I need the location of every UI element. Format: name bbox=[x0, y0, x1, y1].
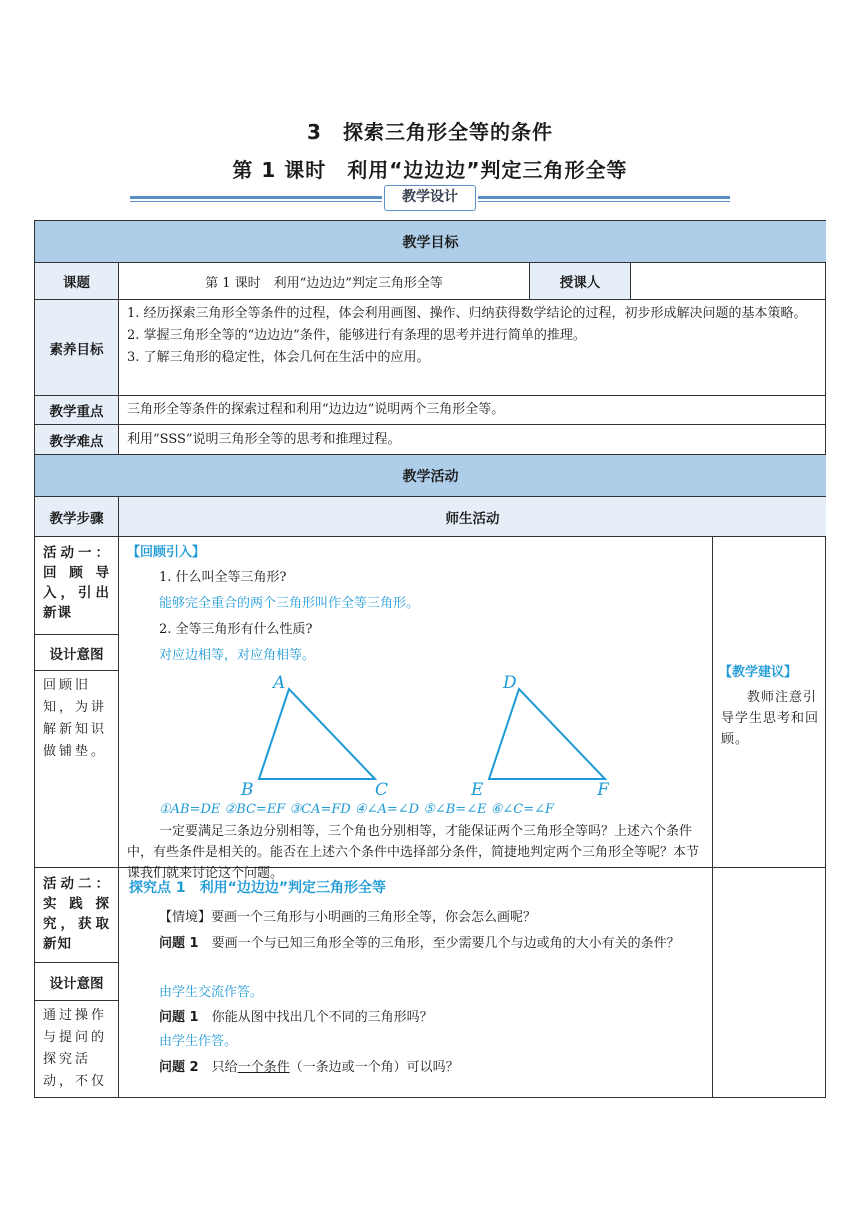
suggestion-text: 教师注意引导学生思考和回顾。 bbox=[721, 690, 820, 747]
literacy-item: 2. 掌握三角形全等的“边边边”条件，能够进行有条理的思考并进行简单的推理。 bbox=[127, 328, 586, 343]
vertex-a-label: A bbox=[273, 673, 286, 693]
review-tag: 【回顾引入】 bbox=[127, 545, 206, 560]
problem-2-pre: 只给 bbox=[211, 1060, 238, 1075]
activity-column-header: 师生活动 bbox=[119, 497, 826, 537]
problem-2-label: 问题 2 bbox=[159, 1060, 199, 1075]
difficulty-value: 利用“SSS”说明三角形全等的思考和推理过程。 bbox=[119, 425, 826, 455]
problem-1-answer: 由学生交流作答。 bbox=[159, 985, 264, 1000]
page-title: 3 探索三角形全等的条件 bbox=[307, 120, 553, 144]
activity1-content bbox=[119, 537, 713, 881]
lesson-plan-table bbox=[34, 220, 826, 1098]
teaching-design-badge: 教学设计 bbox=[384, 185, 476, 211]
activity2-step: 活动二：实践探究，获取新知 bbox=[35, 868, 119, 963]
activity2-content bbox=[119, 868, 713, 1098]
problem-1-text: 要画一个与已知三角形全等的三角形，至少需要几个与边或角的大小有关的条件？ bbox=[211, 936, 680, 951]
problem-1 bbox=[127, 933, 707, 954]
inquiry-title: 探究点 1 利用“边边边”判定三角形全等 bbox=[129, 880, 387, 896]
topic-label: 课题 bbox=[35, 263, 119, 300]
question-2: 2. 全等三角形有什么性质? bbox=[159, 622, 313, 637]
key-label: 教学重点 bbox=[35, 396, 119, 425]
problem-2 bbox=[159, 1057, 459, 1078]
activity1-suggestion bbox=[713, 537, 826, 868]
vertex-b-label: B bbox=[241, 780, 254, 796]
problem-1b-text: 你能从图中找出几个不同的三角形吗？ bbox=[211, 1010, 433, 1025]
situation-text: 要画一个三角形与小明画的三角形全等，你会怎么画呢？ bbox=[211, 910, 537, 925]
literacy-item: 3. 了解三角形的稳定性，体会几何在生活中的应用。 bbox=[127, 350, 430, 365]
triangle-def bbox=[489, 689, 605, 779]
problem-1b bbox=[159, 1007, 433, 1028]
literacy-item: 1. 经历探索三角形全等条件的过程，体会利用画图、操作、归纳获得数学结论的过程，初步形成解决问题的基本策略。 bbox=[127, 306, 807, 321]
vertex-e-label: E bbox=[471, 780, 484, 796]
activities-heading: 教学活动 bbox=[35, 455, 826, 497]
literacy-label: 素养目标 bbox=[35, 300, 119, 396]
situation bbox=[159, 907, 536, 928]
problem-2-underlined: 一个条件 bbox=[237, 1060, 290, 1075]
topic-value: 第 1 课时 利用“边边边”判定三角形全等 bbox=[119, 263, 530, 300]
triangle-abc bbox=[259, 689, 375, 779]
situation-tag: 【情境】 bbox=[159, 910, 212, 925]
difficulty-label: 教学难点 bbox=[35, 425, 119, 455]
answer-1: 能够完全重合的两个三角形叫作全等三角形。 bbox=[159, 596, 420, 611]
problem-1b-answer: 由学生作答。 bbox=[159, 1034, 238, 1049]
vertex-c-label: C bbox=[375, 780, 389, 796]
steps-column-header: 教学步骤 bbox=[35, 497, 119, 537]
activity1-intent-label: 设计意图 bbox=[35, 635, 119, 671]
activity2-suggestion bbox=[713, 868, 826, 1098]
literacy-goals bbox=[119, 300, 826, 396]
vertex-d-label: D bbox=[503, 673, 517, 693]
problem-2-post: （一条边或一个角）可以吗？ bbox=[289, 1060, 459, 1075]
banner-rule-left bbox=[130, 196, 382, 199]
activity2-intent-label: 设计意图 bbox=[35, 963, 119, 1001]
teacher-label: 授课人 bbox=[530, 263, 631, 300]
suggestion-tag: 【教学建议】 bbox=[719, 665, 798, 680]
banner-rule-right bbox=[478, 196, 730, 199]
intro-paragraph: 一定要满足三条边分别相等，三个角也分别相等，才能保证两个三角形全等吗？上述六个条件中，有些条件是相关的。能否在上述六个条件中选择部分条件，简捷地判定两个三角形全等呢？本节课我们就来讨论这个问题。 bbox=[127, 824, 700, 881]
key-value: 三角形全等条件的探索过程和利用“边边边”说明两个三角形全等。 bbox=[119, 396, 826, 425]
question-1: 1. 什么叫全等三角形? bbox=[159, 570, 287, 585]
congruent-triangles-figure bbox=[239, 671, 609, 796]
activity1-intent: 回顾旧知，为讲解新知识做铺垫。 bbox=[35, 671, 119, 868]
banner-rule-right-thin bbox=[478, 201, 730, 202]
activity2-intent: 通过操作与提问的探究活动，不仅 bbox=[35, 1001, 119, 1098]
problem-1b-label: 问题 1 bbox=[159, 1010, 199, 1025]
answer-2: 对应边相等，对应角相等。 bbox=[159, 648, 316, 663]
goals-heading: 教学目标 bbox=[35, 221, 826, 263]
banner-rule-left-thin bbox=[130, 201, 382, 202]
activity1-step: 活动一：回顾导入，引出新课 bbox=[35, 537, 119, 635]
vertex-f-label: F bbox=[597, 780, 609, 796]
six-conditions: ①AB=DE ②BC=EF ③CA=FD ④∠A=∠D ⑤∠B=∠E ⑥∠C=∠F bbox=[159, 802, 555, 817]
problem-1-label: 问题 1 bbox=[159, 936, 199, 951]
lesson-subtitle: 第 1 课时 利用“边边边”判定三角形全等 bbox=[232, 158, 628, 182]
teacher-value bbox=[631, 263, 826, 300]
